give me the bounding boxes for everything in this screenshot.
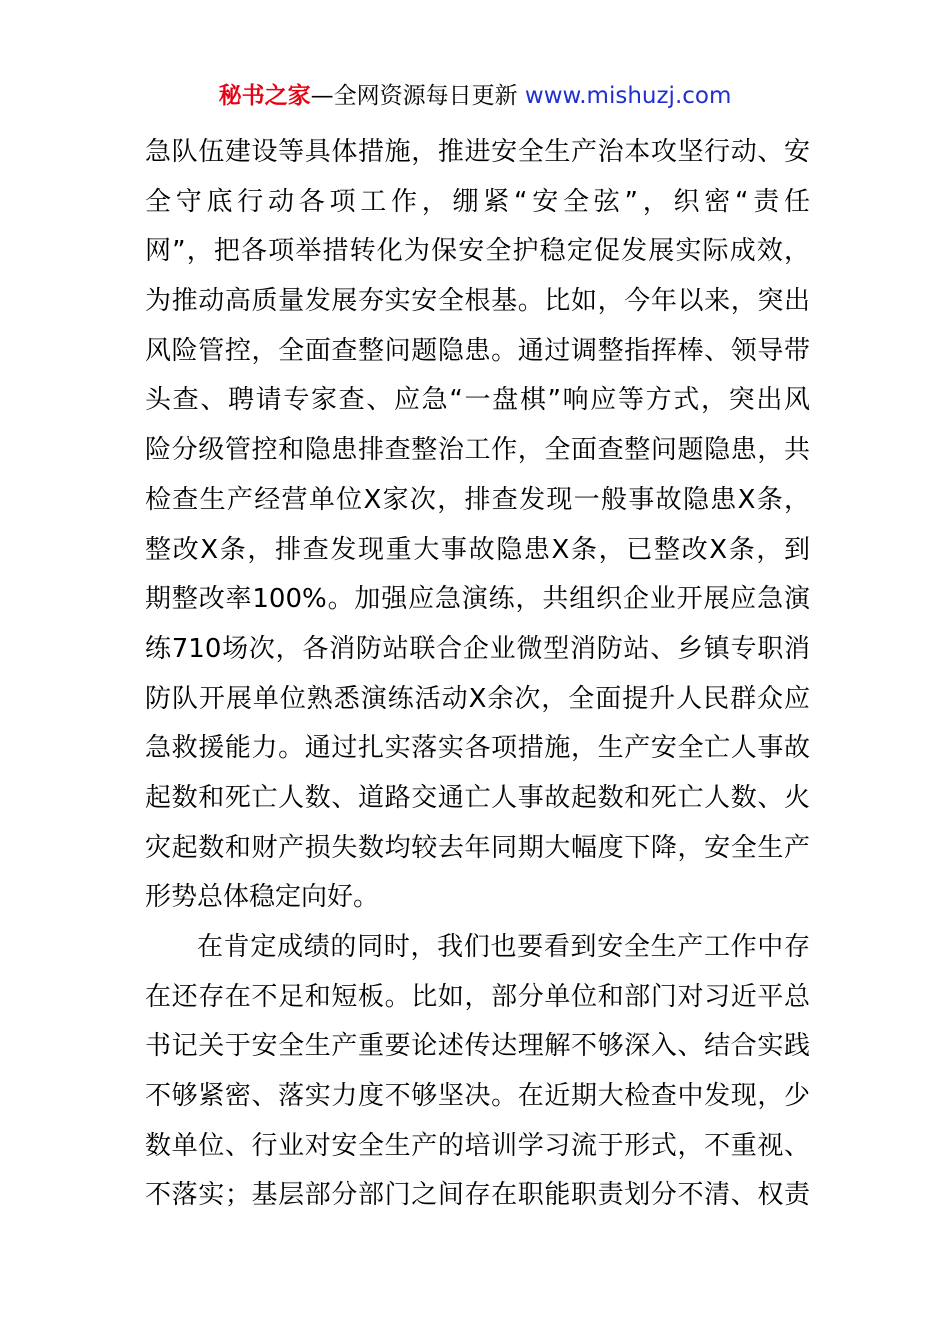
body-line: 急队伍建设等具体措施，推进安全生产治本攻坚行动、安 xyxy=(145,137,810,167)
page-header xyxy=(0,80,950,112)
body-line: 不够紧密、落实力度不够坚决。在近期大检查中发现，少 xyxy=(145,1081,810,1112)
body-line: 全守底行动各项工作，绷紧“安全弦”，织密“责任 xyxy=(145,186,810,217)
body-line: 为推动高质量发展夯实安全根基。比如，今年以来，突出 xyxy=(145,286,810,317)
body-line: 灾起数和财产损失数均较去年同期大幅度下降，安全生产 xyxy=(145,832,810,863)
document-body xyxy=(145,128,810,1221)
body-line: 防队开展单位熟悉演练活动X余次，全面提升人民群众应 xyxy=(145,683,810,714)
body-line: 不落实；基层部分部门之间存在职能职责划分不清、权责 xyxy=(145,1180,810,1211)
body-line: 检查生产经营单位X家次，排查发现一般事故隐患X条， xyxy=(145,484,810,515)
body-line: 头查、聘请专家查、应急“一盘棋”响应等方式，突出风 xyxy=(145,385,810,416)
body-line: 风险管控，全面查整问题隐患。通过调整指挥棒、领导带 xyxy=(145,335,810,366)
body-line: 数单位、行业对安全生产的培训学习流于形式，不重视、 xyxy=(145,1130,810,1161)
body-line: 起数和死亡人数、道路交通亡人事故起数和死亡人数、火 xyxy=(145,782,810,813)
header-tagline: —全网资源每日更新 xyxy=(310,83,518,109)
body-line: 急救援能力。通过扎实落实各项措施，生产安全亡人事故 xyxy=(145,733,810,764)
body-line: 在还存在不足和短板。比如，部分单位和部门对习近平总 xyxy=(145,981,810,1012)
header-url-link[interactable]: www.mishuzj.com xyxy=(524,83,732,109)
body-line: 练710场次，各消防站联合企业微型消防站、乡镇专职消 xyxy=(145,633,810,664)
body-line: 书记关于安全生产重要论述传达理解不够深入、结合实践 xyxy=(145,1031,810,1062)
brand-name: 秘书之家 xyxy=(218,83,311,109)
body-line: 网”，把各项举措转化为保安全护稳定促发展实际成效， xyxy=(145,236,810,267)
paragraph-first-line: 在肯定成绩的同时，我们也要看到安全生产工作中存 xyxy=(197,932,810,962)
paragraph-last-line: 形势总体稳定向好。 xyxy=(145,882,380,913)
body-line: 整改X条，排查发现重大事故隐患X条，已整改X条，到 xyxy=(145,534,810,565)
body-line: 期整改率100%。加强应急演练，共组织企业开展应急演 xyxy=(145,584,810,615)
body-line: 险分级管控和隐患排查整治工作，全面查整问题隐患，共 xyxy=(145,435,810,466)
